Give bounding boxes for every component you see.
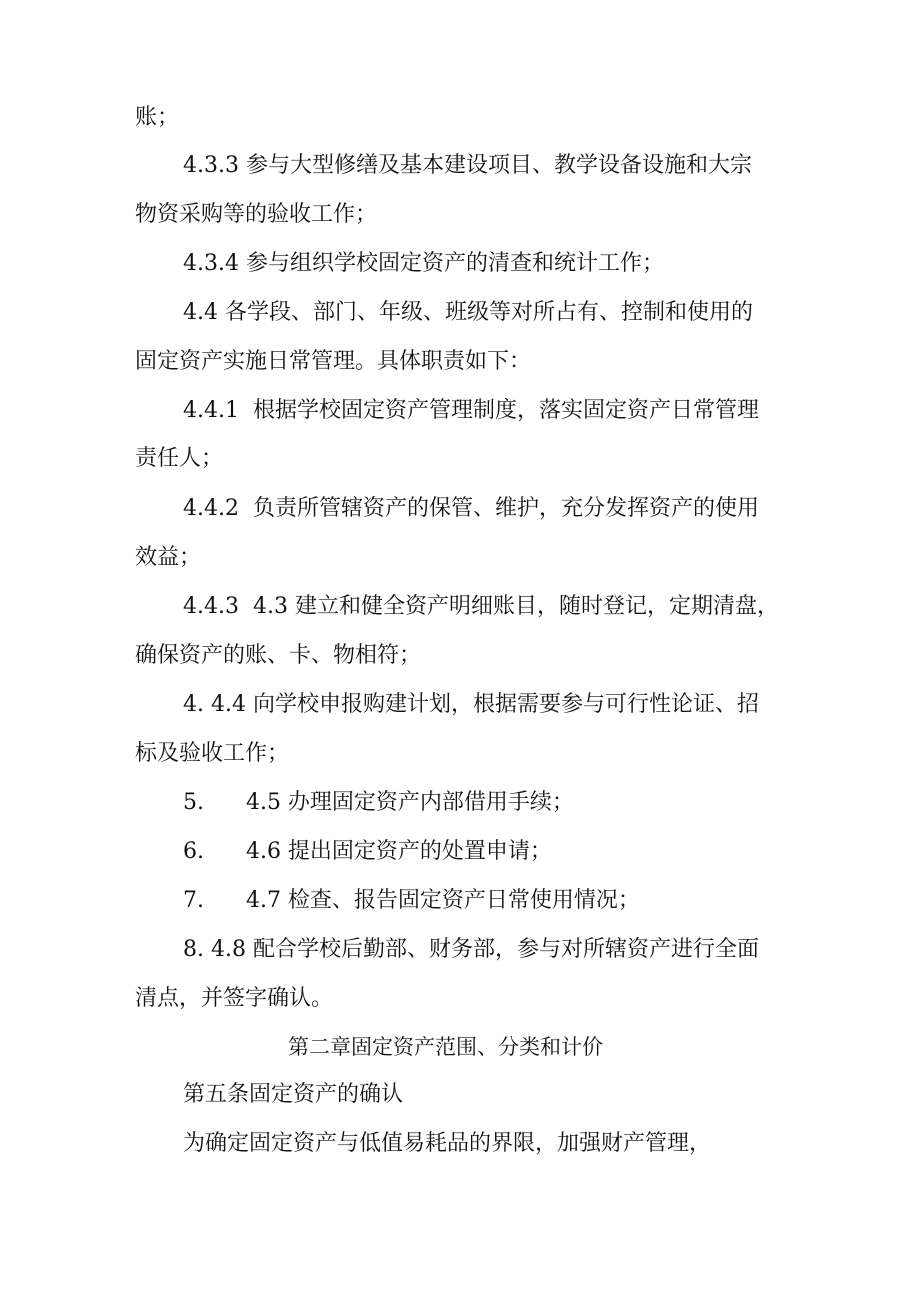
paragraph-line: 为确定固定资产与低值易耗品的界限，加强财产管理， [183, 1131, 712, 1156]
paragraph-line: 物资采购等的验收工作； [135, 202, 378, 227]
paragraph-line: 责任人； [135, 446, 224, 471]
paragraph-line: 4. 4.4 向学校申报购建计划，根据需要参与可行性论证、招 [183, 692, 759, 717]
paragraph-line: 清点，并签字确认。 [135, 986, 334, 1011]
paragraph-line: 账； [135, 105, 180, 130]
paragraph-line: 5. 4.5 办理固定资产内部借用手续； [183, 790, 574, 815]
paragraph-line: 8. 4.8 配合学校后勤部、财务部，参与对所辖资产进行全面 [183, 937, 759, 962]
paragraph-line: 4.3.4 参与组织学校固定资产的清查和统计工作； [183, 251, 664, 276]
paragraph-line: 6. 4.6 提出固定资产的处置申请； [183, 839, 552, 864]
article-title: 第五条固定资产的确认 [183, 1082, 404, 1107]
paragraph-line: 4.4 各学段、部门、年级、班级等对所占有、控制和使用的 [183, 300, 753, 325]
paragraph-line: 4.4.2 负责所管辖资产的保管、维护，充分发挥资产的使用 [183, 496, 759, 521]
paragraph-line: 4.4.3 4.3 建立和健全资产明细账目，随时登记，定期清盘， [183, 594, 779, 619]
paragraph-line: 4.3.3 参与大型修缮及基本建设项目、教学设备设施和大宗 [183, 153, 752, 178]
paragraph-line: 标及验收工作； [135, 741, 290, 766]
paragraph-line: 4.4.1 根据学校固定资产管理制度，落实固定资产日常管理 [183, 398, 759, 423]
chapter-title: 第二章固定资产范围、分类和计价 [288, 1035, 603, 1059]
paragraph-line: 固定资产实施日常管理。具体职责如下： [135, 349, 532, 374]
paragraph-line: 效益； [135, 545, 202, 570]
paragraph-line: 7. 4.7 检查、报告固定资产日常使用情况； [183, 888, 640, 913]
paragraph-line: 确保资产的账、卡、物相符； [135, 643, 422, 668]
